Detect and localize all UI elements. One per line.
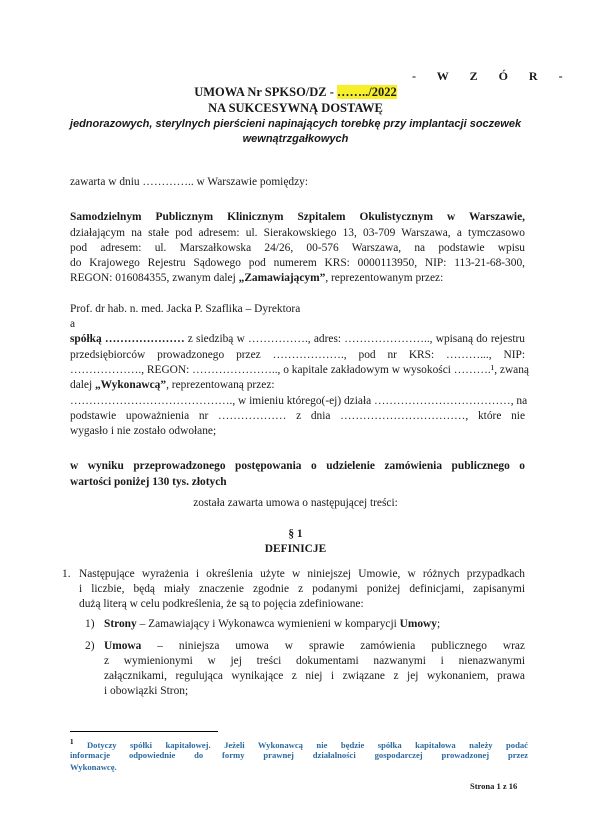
term-agreement: Umowa (104, 640, 142, 652)
footnote-text: Dotyczy spółki kapitałowej. Jeżeli Wykonawcą nie będzie spółka kapitałowa należy podać (73, 739, 528, 750)
hospital-line: pod adresem: ul. Marszałkowska 24/26, 00-576 Warszawa, na podstawie wpisu (70, 242, 525, 254)
hospital-name: Samodzielnym Publicznym Klinicznym Szpitalem Okulistycznym w Warszawie, (70, 211, 525, 223)
concluded-on: zawarta w dniu ………….. w Warszawie pomiędzy: (70, 176, 309, 188)
hospital-line: do Krajowego Rejestru Sądowego pod numerem KRS: 0000113950, NIP: 113-21-68-300, (70, 257, 525, 269)
definition-agreement (104, 640, 525, 652)
page-number: Strona 1 z 16 (470, 781, 518, 791)
procedure-line2: wartości poniżej 130 tys. złotych (70, 476, 227, 488)
footnote-line1 (70, 738, 528, 750)
representative-name: Prof. dr hab. n. med. Jacka P. Szaflika – Dyrektora (70, 303, 301, 315)
regon-text: REGON: 016084355, zwanym dalej (70, 272, 239, 284)
contract-title-prefix: UMOWA Nr SPKSO/DZ - (194, 85, 338, 99)
ordering-party-label: „Zamawiającym” (238, 272, 326, 284)
template-marker: - W Z Ó R - (412, 69, 572, 83)
agreement-definition: – niniejsza umowa w sprawie zamówienia publicznego wraz (141, 640, 525, 652)
parties-definition: – Zamawiający i Wykonawca wymienieni w komparycji (136, 618, 400, 630)
item-number: 1. (62, 568, 71, 580)
definitions-line: dużą literą w celu podkreślenia, że są to pojęcia zdefiniowane: (79, 598, 364, 610)
footnote-line3: Wykonawcę. (70, 762, 117, 772)
agreement-line: z wymienionymi w jej treści dokumentami nazwanymi i nienazwanymi (104, 655, 525, 667)
represented-by-text: , reprezentowanym przez: (325, 272, 444, 284)
hospital-regon-line (70, 272, 443, 284)
represented-text: , reprezentowaną przez: (166, 379, 275, 391)
agreement-line: załącznikami, regulująca wynikające z niej i związane z jej wykonaniem, prawa (104, 670, 525, 682)
section-title: DEFINICJE (264, 543, 327, 555)
section-number: § 1 (288, 528, 303, 540)
contract-title (0, 85, 591, 100)
conjunction-a: a (70, 318, 76, 330)
definitions-line: i liczbie, będą miały znaczenie zgodnie z podanymi poniżej definicjami, zapisanymi (79, 583, 525, 595)
company-address: z siedzibą w ……………., adres: ………………….., wpisaną do rejestru (184, 333, 525, 345)
contract-number: ……../2022 (337, 85, 397, 99)
contractor-line: wygasło i nie zostało odwołane; (70, 425, 217, 437)
agreement-line: i obowiązki Stron; (104, 685, 189, 697)
contractor-line: ………………., REGON: ………………….., o kapitale zakładowym w wysokości ……….¹, zwaną (70, 364, 529, 376)
contract-title-line2: NA SUKCESYWNĄ DOSTAWĘ (208, 101, 383, 115)
contractor-line4 (70, 379, 275, 391)
contractor-label: „Wykonawcą” (94, 379, 167, 391)
footnote-separator (70, 731, 218, 732)
concluded-content: została zawarta umowa o następującej treści: (193, 497, 398, 509)
hereinafter-text: dalej (70, 379, 95, 391)
contractor-line: ……………………………………., w imieniu którego(-ej) działa ………………………………, na (70, 395, 528, 407)
term-agreement-ref: Umowy (399, 618, 437, 630)
subitem-number: 1) (85, 618, 95, 630)
definitions-line: Następujące wyrażenia i określenia użyte w niniejszej Umowie, w różnych przypadkach (79, 568, 525, 580)
definition-parties (104, 618, 440, 630)
contractor-line: przedsiębiorców prowadzonego przez ………………., pod nr KRS: ………..., NIP: (70, 349, 525, 361)
contractor-line1 (70, 333, 525, 345)
subitem-number: 2) (85, 640, 95, 652)
semicolon: ; (436, 618, 441, 630)
contractor-line: podstawie upoważnienia nr ……………… z dnia ……………………………, które nie (70, 410, 525, 422)
contract-subtitle-line1: jednorazowych, sterylnych pierścieni napinających torebkę przy implantacji soczewek (69, 118, 522, 130)
term-parties: Strony (104, 618, 137, 630)
contract-subtitle-line2: wewnątrzgałkowych (242, 133, 349, 145)
footnote-marker: 1 (70, 738, 74, 746)
procedure-line1: w wyniku przeprowadzonego postępowania o udzielenie zamówienia publicznego o (70, 460, 525, 472)
hospital-line: działającym na stałe pod adresem: ul. Sierakowskiego 13, 03-709 Warszawa, a tymczasowo (70, 227, 525, 239)
company-label: spółką ………………… (70, 333, 185, 345)
footnote-line2: informacje odpowiednie do formy prawnej działalności gospodarczej prowadzonej przez (70, 750, 528, 760)
